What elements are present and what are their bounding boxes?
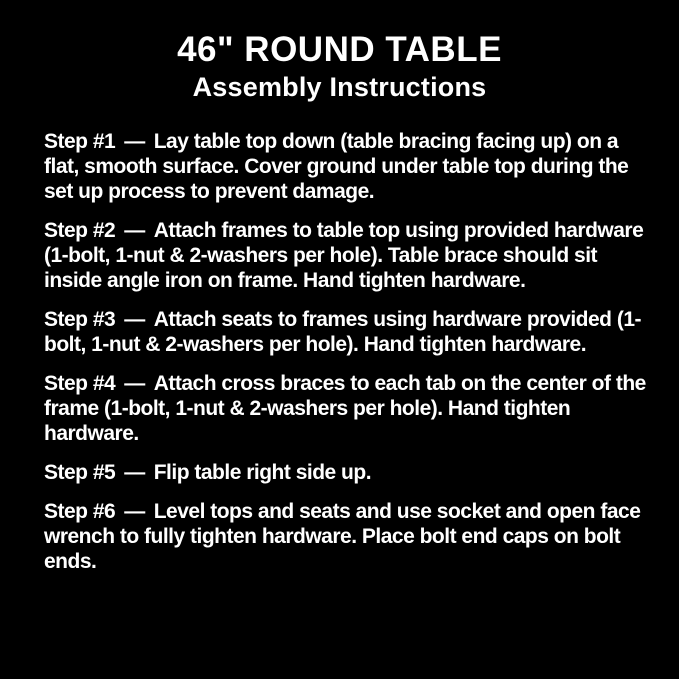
page-title: 46" ROUND TABLE (177, 30, 502, 69)
step-2-label: Step #2 (44, 219, 116, 243)
step-4-label: Step #4 (44, 372, 116, 396)
page-subtitle: Assembly Instructions (192, 72, 487, 103)
step-4-text: Attach cross braces to each tab on the center of the frame (1-bolt, 1-nut & 2-washers per hole). Hand tighten hardware. (44, 372, 646, 446)
step-4-dash: — (124, 372, 145, 396)
step-5-dash: — (124, 461, 145, 485)
step-3-text: Attach seats to frames using hardware provided (1-bolt, 1-nut & 2-washers per hole). Hand tighten hardware. (44, 308, 641, 357)
step-1-text: Lay table top down (table bracing facing up) on a flat, smooth surface. Cover ground under table top during the set up process to prevent damage. (44, 130, 629, 204)
step-3 (44, 307, 650, 357)
step-2-dash: — (124, 219, 145, 243)
step-6-text: Level tops and seats and use socket and open face wrench to fully tighten hardware. Place bolt end caps on bolt ends. (44, 500, 641, 574)
step-6-label: Step #6 (44, 500, 116, 524)
step-1-dash: — (124, 130, 145, 154)
steps-list (44, 129, 650, 574)
step-1-label: Step #1 (44, 130, 116, 154)
step-3-label: Step #3 (44, 308, 116, 332)
step-2-text: Attach frames to table top using provided hardware (1-bolt, 1-nut & 2-washers per hole). Table brace should sit inside angle iron on frame. Hand tighten hardware. (44, 219, 644, 293)
step-5-text: Flip table right side up. (153, 461, 372, 485)
step-3-dash: — (124, 308, 145, 332)
step-6 (44, 499, 650, 574)
step-2 (44, 218, 650, 293)
step-5 (44, 460, 650, 485)
step-1 (44, 129, 650, 204)
step-6-dash: — (124, 500, 145, 524)
step-5-label: Step #5 (44, 461, 116, 485)
step-4 (44, 371, 650, 446)
